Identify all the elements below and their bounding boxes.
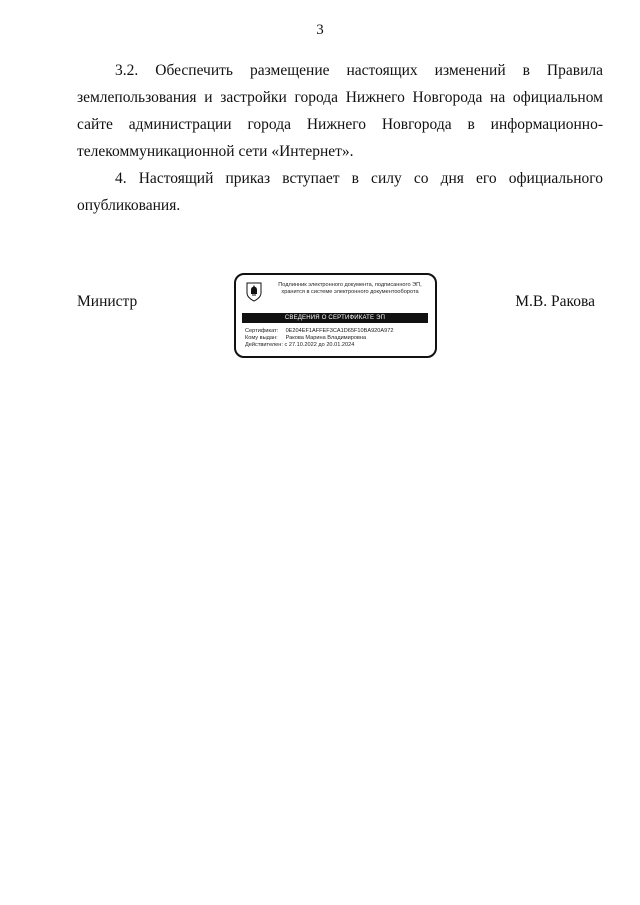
document-body — [77, 57, 603, 219]
issued-to-row — [245, 335, 431, 342]
validity-value: с 27.10.2022 до 20.01.2024 — [284, 342, 355, 348]
signatory-name: М.В. Ракова — [515, 293, 595, 310]
stamp-notice-line-2: хранится в системе электронного документооборота — [281, 289, 419, 295]
electronic-signature-stamp — [234, 273, 437, 358]
paragraph-3-2: 3.2. Обеспечить размещение настоящих изменений в Правила землепользования и застройки города Нижнего Новгорода на официальном сайте администрации города Нижнего Новгорода в информационно- — [77, 62, 603, 133]
city-coat-of-arms-icon — [246, 282, 262, 302]
certificate-label: Сертификат: — [245, 328, 279, 334]
paragraph-4: 4. Настоящий приказ вступает в силу со дня его официального опубликования. — [77, 170, 603, 214]
validity-row — [245, 342, 431, 349]
certificate-value: 0E204EF1AFFEF3CA1D65F10BA920A972 — [285, 328, 394, 334]
paragraph-3-2-continuation: телекоммуникационной сети «Интернет». — [77, 143, 354, 160]
validity-label: Действителен: — [245, 342, 283, 348]
issued-to-value: Ракова Марина Владимировна — [285, 335, 367, 341]
certificate-row — [245, 328, 431, 335]
stamp-banner: СВЕДЕНИЯ О СЕРТИФИКАТЕ ЭП — [242, 313, 428, 323]
issued-to-label: Кому выдан: — [245, 335, 278, 341]
stamp-notice — [268, 282, 432, 296]
signatory-position: Министр — [77, 293, 138, 310]
page-number: 3 — [316, 22, 324, 38]
stamp-certificate-details — [245, 328, 431, 349]
stamp-notice-line-1: Подлинник электронного документа, подписанного ЭП, — [278, 282, 422, 288]
